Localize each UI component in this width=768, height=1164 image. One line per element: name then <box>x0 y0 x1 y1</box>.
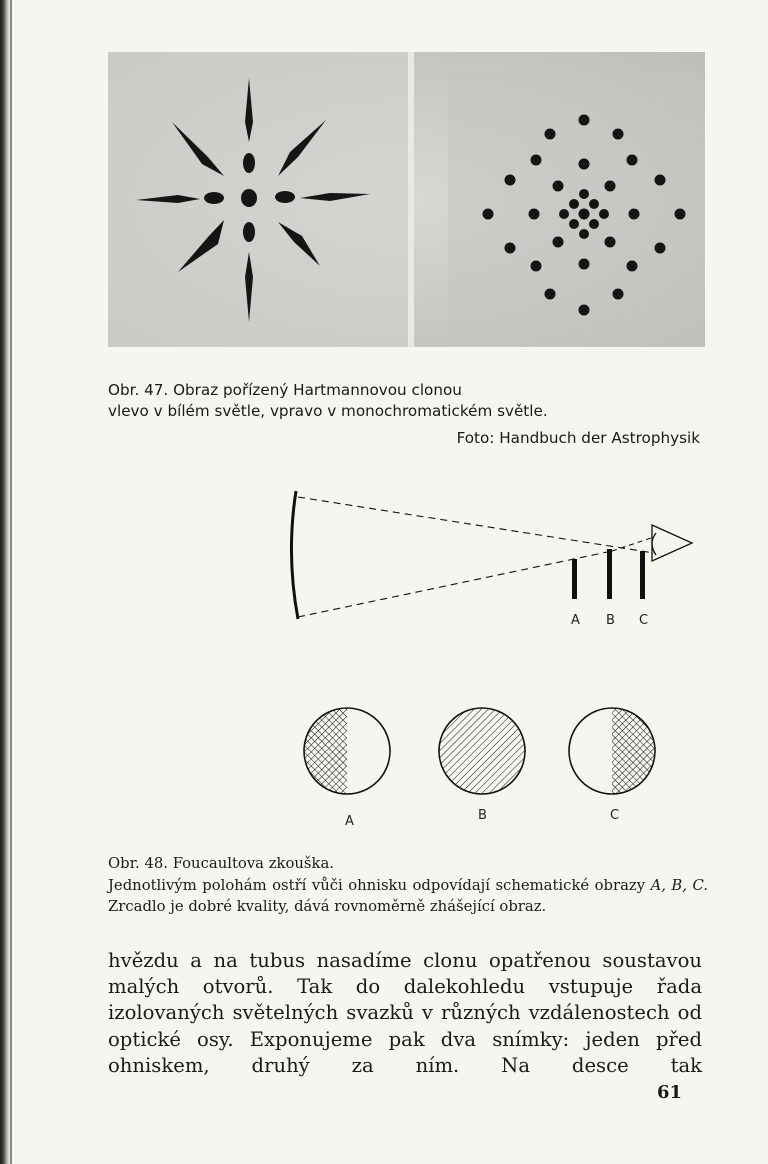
center-spot <box>241 189 257 207</box>
figure-48-caption-text: Jednotlivým polohám ostří vůči ohnisku odpovídají schematické obrazy <box>108 876 646 894</box>
circle-label-a: A <box>345 814 354 829</box>
circle-label-c: C <box>610 808 620 823</box>
ray-upper <box>298 497 654 553</box>
figure-48-caption-title: Obr. 48. Foucaultova zkouška. <box>108 855 334 872</box>
spot-right <box>275 191 295 203</box>
shadow-patterns-svg <box>290 695 670 830</box>
figure-47-credit: Foto: Handbuch der Astrophysik <box>456 429 700 447</box>
figure-47-caption-line1: Obr. 47. Obraz pořízený Hartmannovou clonou <box>108 381 462 399</box>
mirror <box>291 491 298 619</box>
book-spine-edge <box>0 0 10 1164</box>
hartmann-photo-svg <box>108 52 705 347</box>
figure-47-caption <box>108 380 708 422</box>
knife-edge-a <box>572 559 577 599</box>
knife-edge-b <box>607 549 612 599</box>
circle-label-b: B <box>478 808 487 823</box>
figure-48-caption-abc: A, B, C. <box>650 876 708 894</box>
figure-47-caption-line2: vlevo v bílém světle, vpravo v monochromatickém světle. <box>108 402 548 420</box>
diagram-label-b: B <box>606 613 615 628</box>
spot-down <box>243 222 255 242</box>
foucault-diagram-svg <box>280 485 700 635</box>
figure-48-caption-description <box>108 875 708 918</box>
page-number: 61 <box>657 1082 683 1103</box>
eye-outline <box>652 525 692 561</box>
circle-a-shadow <box>304 708 347 794</box>
ray-lower-continued <box>612 537 654 551</box>
ray-lower <box>298 551 612 617</box>
spot-left <box>204 192 224 204</box>
circle-c-shadow <box>612 708 655 794</box>
figure-48-caption <box>108 853 708 918</box>
body-paragraph: hvězdu a na tubus nasadíme clonu opatřenou soustavou malých otvorů. Tak do dalekohledu vstupuje řada izolovaných světelných svazků v různých vzdálenostech od optické osy. Exponujeme pak dva snímky: jeden před ohniskem, druhý za ním. Na desce tak <box>108 949 702 1077</box>
photo-divider <box>408 52 414 347</box>
foucault-test-diagram <box>280 485 700 639</box>
spot-up <box>243 153 255 173</box>
hartmann-photograph <box>108 52 705 347</box>
knife-edge-c <box>640 551 645 599</box>
book-spine-line <box>10 0 12 1164</box>
foucault-shadow-patterns <box>290 695 670 834</box>
figure-48-caption-rest: Zrcadlo je dobré kvality, dává rovnoměrně zhášející obraz. <box>108 898 547 915</box>
diagram-label-a: A <box>571 613 580 628</box>
circle-b <box>439 708 525 794</box>
diagram-label-c: C <box>639 613 649 628</box>
